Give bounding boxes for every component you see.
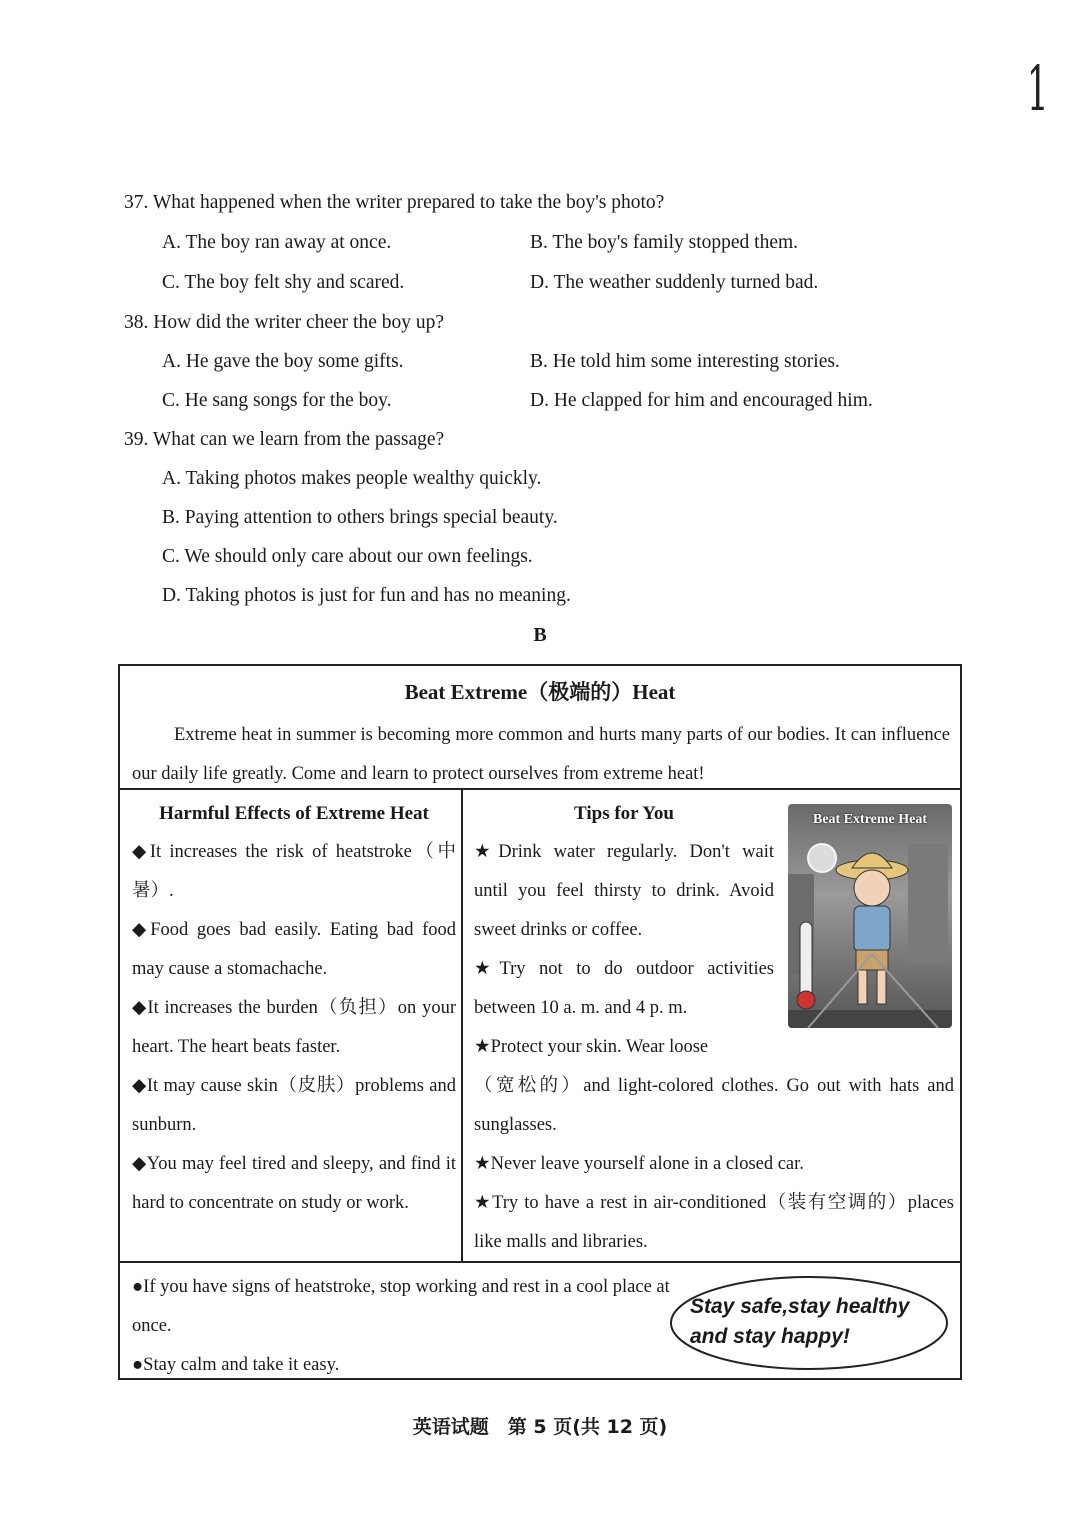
option-37-d[interactable] (530, 272, 818, 294)
harmful-effects-column (132, 794, 456, 1223)
tip-item: （宽松的）and light-colored clothes. Go out with hats and sunglasses. (474, 1076, 954, 1135)
question-number: 38. (124, 312, 149, 333)
option-38-a[interactable] (162, 351, 404, 373)
effect-item: ◆It increases the risk of heatstroke（中暑）. (132, 842, 456, 901)
option-text: He clapped for him and encouraged him. (553, 390, 873, 411)
option-text: The weather suddenly turned bad. (553, 272, 819, 293)
option-39-a[interactable] (162, 468, 541, 490)
option-38-c[interactable] (162, 390, 391, 412)
option-text: He sang songs for the boy. (184, 390, 392, 411)
slogan-text (690, 1292, 909, 1352)
option-letter: B. (530, 232, 548, 253)
option-letter: C. (162, 390, 180, 411)
effect-item: ◆It may cause skin（皮肤）problems and sunburn. (132, 1076, 456, 1135)
poster-title: Beat Extreme Heat (812, 812, 928, 827)
option-letter: A. (162, 232, 181, 253)
option-text: Taking photos is just for fun and has no meaning. (185, 585, 571, 606)
divider-vertical (461, 790, 463, 1262)
option-text: He told him some interesting stories. (552, 351, 840, 372)
tip-item: ★Never leave yourself alone in a closed car. (474, 1154, 804, 1174)
question-39 (124, 429, 444, 451)
option-38-d[interactable] (530, 390, 873, 412)
harmful-effects-heading: Harmful Effects of Extreme Heat (159, 803, 429, 824)
option-letter: C. (162, 546, 180, 567)
heat-poster-image (788, 804, 952, 1028)
tip-item: ★Protect your skin. Wear loose (474, 1037, 709, 1057)
option-letter: B. (162, 507, 180, 528)
slogan-line: and stay happy! (690, 1325, 850, 1348)
effect-item: ◆It increases the burden（负担）on your heart. The heart beats faster. (132, 998, 456, 1057)
option-letter: A. (162, 468, 181, 489)
question-38 (124, 312, 444, 334)
effect-item: ◆You may feel tired and sleepy, and find it hard to concentrate on study or work. (132, 1154, 456, 1213)
option-text: Taking photos makes people wealthy quickly. (185, 468, 542, 489)
note-item: ●Stay calm and take it easy. (132, 1355, 340, 1375)
option-text: The boy ran away at once. (185, 232, 392, 253)
divider-top (120, 788, 960, 790)
option-37-b[interactable] (530, 232, 798, 254)
heatstroke-notes (132, 1268, 672, 1385)
option-38-b[interactable] (530, 351, 840, 373)
notice-intro-text: Extreme heat in summer is becoming more common and hurts many parts of our bodies. It can influence our daily life greatly. Come and learn to protect ourselves from extreme heat! (132, 725, 950, 784)
section-label: B (533, 624, 547, 646)
option-letter: A. (162, 351, 181, 372)
option-39-d[interactable] (162, 585, 571, 607)
question-text: What can we learn from the passage? (152, 429, 445, 450)
question-37 (124, 192, 664, 214)
notice-title: Beat Extreme（极端的）Heat (404, 680, 676, 704)
option-text: The boy felt shy and scared. (184, 272, 405, 293)
question-text: What happened when the writer prepared to take the boy's photo? (152, 192, 665, 213)
option-text: He gave the boy some gifts. (185, 351, 404, 372)
option-39-b[interactable] (162, 507, 558, 529)
question-text: How did the writer cheer the boy up? (153, 312, 445, 333)
option-37-c[interactable] (162, 272, 404, 294)
heat-notice-box (118, 664, 962, 1380)
option-letter: D. (530, 390, 549, 411)
option-letter: B. (530, 351, 548, 372)
question-number: 39. (124, 429, 149, 450)
question-number: 37. (124, 192, 149, 213)
option-text: The boy's family stopped them. (552, 232, 799, 253)
option-letter: D. (530, 272, 549, 293)
tip-item: ★Try not to do outdoor activities between 10 a. m. and 4 p. m. (474, 959, 774, 1018)
option-text: We should only care about our own feelings. (184, 546, 533, 567)
note-item: ●If you have signs of heatstroke, stop working and rest in a cool place at once. (132, 1277, 670, 1336)
page-footer: 英语试题 第 5 页(共 12 页) (412, 1416, 668, 1438)
option-39-c[interactable] (162, 546, 533, 568)
option-text: Paying attention to others brings special beauty. (184, 507, 558, 528)
notice-intro (132, 716, 950, 794)
tip-item: ★Try to have a rest in air-conditioned（装有空调的）places like malls and libraries. (474, 1193, 954, 1252)
boy-illustration (788, 804, 952, 1028)
effect-item: ◆Food goes bad easily. Eating bad food may cause a stomachache. (132, 920, 456, 979)
option-37-a[interactable] (162, 232, 391, 254)
tip-item: ★Drink water regularly. Don't wait until you feel thirsty to drink. Avoid sweet drinks or coffee. (474, 842, 774, 940)
handwritten-page-mark: 1 (1026, 52, 1049, 125)
option-letter: C. (162, 272, 180, 293)
option-letter: D. (162, 585, 181, 606)
slogan-line: Stay safe,stay healthy (690, 1295, 910, 1318)
tips-heading: Tips for You (574, 803, 674, 824)
